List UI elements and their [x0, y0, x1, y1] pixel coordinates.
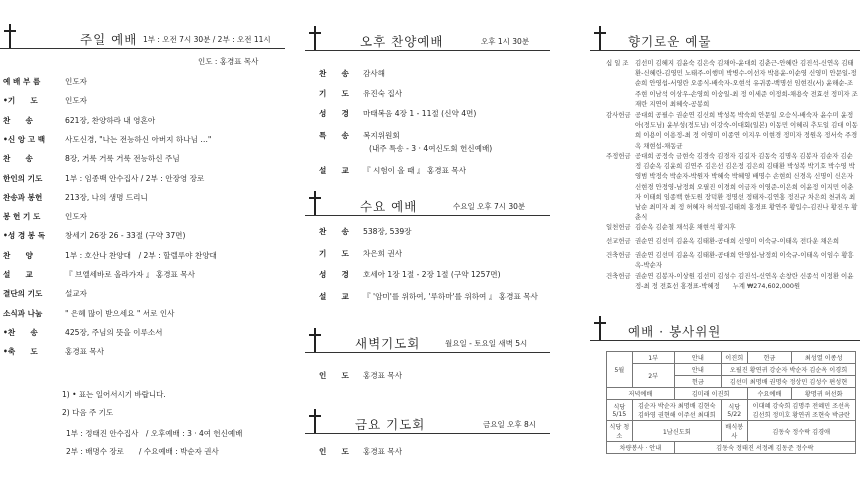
- duty-cell: 차량봉사 · 안내: [607, 442, 675, 454]
- offering-type: 주정헌금: [606, 152, 631, 160]
- order-row: [3, 269, 195, 280]
- offering-type: 일천헌금: [606, 223, 631, 231]
- order-row: [3, 115, 155, 126]
- order-label: 예 배 부 름: [3, 77, 41, 86]
- section-title: 예배 · 봉사위원: [628, 324, 722, 339]
- order-row: [3, 76, 87, 87]
- cross-icon: [309, 191, 321, 215]
- order-row: [369, 143, 492, 154]
- sunday-service-column: [0, 0, 285, 481]
- duty-cell: 최성열 이종성: [792, 352, 856, 364]
- order-row: [3, 308, 175, 319]
- duty-cell: 이진희: [721, 352, 747, 364]
- offering-entry: [606, 58, 858, 108]
- order-row: [3, 211, 87, 222]
- afternoon-service-header: [305, 30, 550, 52]
- wednesday-service-header: [305, 195, 550, 217]
- order-value: (내주 특송 - 3 · 4여신도회 헌신예배): [369, 144, 493, 153]
- order-value: 『 브엘세바로 올라가자 』 홍경표 목사: [65, 270, 195, 279]
- duty-cell: 식당 5/22: [721, 400, 747, 421]
- order-label: 설 교: [3, 270, 33, 279]
- order-row: [319, 108, 476, 119]
- duty-cell: 안내: [674, 364, 721, 376]
- order-label: 성 경: [319, 270, 349, 279]
- order-value: 『 시험이 올 때 』 홍경표 목사: [363, 166, 467, 175]
- offering-names: 권순연 김봉자-이상원 김선미 김성수 김진석-신연옥 손창란 신종석 이정환 이윤정-최 정 전효선 홍경표-박혜정 누계 ₩274,602,000원: [635, 272, 854, 291]
- duty-cell: 황명귀 허선화: [792, 388, 856, 400]
- order-row: [319, 130, 400, 141]
- offering-names: 공대희 공필수 권순연 김신희 박성목 박숙희 안문일 오승식-배숙자 윤수미 윤정아(정도님) 윤부성(정도님) 이강숙-이대회(일본) 이동민 이혜리 추도일 김대 이동희 이용이 이용정-최 정 이영미 이종연 이지우 이현경 정미자 정원옥 정서숙 주경옥 채현섭-채동균: [635, 111, 858, 150]
- duty-cell: 김미래 이진희: [674, 388, 747, 400]
- order-row: [3, 250, 217, 261]
- order-row: [3, 134, 211, 145]
- service-time: 수요일 오후 7시 30분: [453, 202, 526, 211]
- order-row: [3, 346, 104, 357]
- order-value: 621장, 찬양하라 내 영혼아: [65, 115, 156, 125]
- order-row: [3, 192, 148, 203]
- order-row: [319, 165, 466, 176]
- order-value: 인도자: [65, 212, 88, 222]
- order-label: 소식과 나눔: [3, 308, 43, 318]
- cross-icon: [594, 316, 606, 340]
- order-value: 사도신경, "나는 전능하신 아버지 하나님 …": [65, 134, 212, 144]
- order-value: 213장, 나의 생명 드리니: [65, 192, 148, 202]
- order-label: 찬송과 봉헌: [3, 192, 43, 202]
- dawn-prayer-header: [305, 332, 550, 354]
- offerings-column: [590, 0, 860, 481]
- cross-icon: [4, 24, 16, 48]
- order-label: 특 송: [319, 131, 349, 140]
- cross-icon: [594, 26, 606, 50]
- service-times: 1부 : 오전 7시 30분 / 2부 : 오전 11시: [143, 35, 271, 44]
- order-value: 425장, 주님의 뜻을 이루소서: [65, 327, 163, 337]
- order-label: 결단의 기도: [3, 289, 43, 299]
- offering-names: 김선미 김혜지 김윤숙 김은숙 김채아-윤대희 김춘근-안혜란 김진석-신연옥 김태환-신혜란-김영민 노태주-이행미 박병수-이선자 박용윤-이순영 신영미 안문일-정순희 안영섭-서영란 오종식-배숙자-오현석 유귀종-백명선 임현진(서) 윤해순-조주현 이남석 이상우-손영희 이숭일-최 정 이세준 이정희-채용숙 전효선 정미자 조재란 지연이 최혜숙-공봉희: [635, 59, 858, 108]
- footnote: 1부 : 정태진 안수집사 / 오후예배 : 3 · 4여 헌신예배: [66, 429, 243, 438]
- order-row: [3, 153, 180, 164]
- duty-cell: 1남신도회: [632, 421, 721, 442]
- order-value: 복지위원회: [363, 131, 400, 140]
- offering-entry: [606, 250, 858, 270]
- service-time: 월요일 - 토요일 새벽 5시: [445, 339, 528, 348]
- duty-header: [590, 320, 860, 342]
- duty-cell: 2부: [632, 364, 674, 388]
- duty-cell: 배식봉사: [721, 421, 747, 442]
- service-time: 오후 1시 30분: [481, 37, 530, 46]
- offering-names: 권순연 김선미 김윤옥 김태환-공대희 안영섭-남정희 이숙규-이태옥 이임수 황흥옥-박순자: [635, 251, 854, 270]
- order-value: 마태복음 4장 1 - 11절 (신약 4면): [363, 109, 477, 118]
- order-value: 호세아 1장 1절 - 2장 1절 (구약 1257면): [363, 270, 501, 279]
- duty-cell: 식당 청소: [607, 421, 633, 442]
- duty-cell: 안내: [674, 352, 721, 364]
- order-label: 기 도: [319, 248, 349, 258]
- order-row: [319, 226, 412, 237]
- cross-icon: [309, 328, 321, 352]
- order-label: 찬 양: [3, 250, 33, 260]
- order-value: 8장, 거룩 거룩 거룩 전능하신 주님: [65, 154, 180, 164]
- section-title: 새벽기도회: [355, 336, 421, 351]
- order-value: 유진숙 집사: [363, 89, 403, 98]
- offering-type: 선교헌금: [606, 237, 631, 245]
- offering-names: 김순옥 김순철 채석훈 채현석 황지후: [635, 223, 736, 231]
- order-label: 찬 송: [319, 69, 349, 78]
- order-row: [319, 68, 385, 79]
- order-value: 감사해: [363, 69, 386, 78]
- order-row: [3, 327, 163, 338]
- order-label: •기 도: [3, 96, 38, 106]
- order-label: •찬 송: [3, 327, 38, 337]
- order-value: 홍경표 목사: [65, 347, 105, 357]
- offering-entry: [606, 236, 858, 248]
- duty-table: [606, 351, 856, 454]
- offering-names: 권순연 김선미 김윤옥 김태환-공대희 신영미 이숙규-이태옥 전다운 채은희: [635, 237, 840, 245]
- offering-names: 공대희 공정숙 금현숙 김경숙 김경자 김길자 김동숙 김명옥 김봉자 김순자 김순정 김순옥 김윤희 김연주 김은선 김은정 김은희 김태환 박성복 박기호 박수영 박영범 박정숙 박순자-박원자 박혜숙 박혜영 배명수 손현희 신경옥 신명이 신은자 신현경 안정영-남정희 오필진 이경희 이금자 이영준-이은희 이윤정 이지민 이춘자 이태희 임종백 한도원 장덕환 정명선 정태자-김연홍 정진규 차은희 천귀옥 최남순 최미자 최 정 허혜자 허석열-김태희 홍경표 황연주 황입수-김진나 황진우 황춘식: [635, 152, 858, 222]
- friday-prayer-header: [305, 413, 550, 435]
- duty-cell: 저녁예배: [607, 388, 675, 400]
- duty-cell: 이대혜 강숙희 김명주 전혜민 조선옥 김선희 정미호 황연귀 조현숙 박금란: [747, 400, 855, 421]
- order-row: [3, 230, 185, 241]
- order-label: 인 도: [319, 447, 349, 456]
- duty-cell: 김동숙 정수락 김경애: [747, 421, 855, 442]
- order-label: 기 도: [319, 89, 349, 98]
- order-label: •신 앙 고 백: [3, 134, 46, 144]
- order-row: [319, 88, 402, 99]
- order-value: 홍경표 목사: [363, 447, 403, 456]
- order-row: [3, 288, 87, 299]
- section-title: 주일 예배: [80, 32, 138, 47]
- order-value: 홍경표 목사: [363, 371, 403, 380]
- order-value: 『 '암미'를 위하여, '루하마'를 위하여 』 홍경표 목사: [363, 291, 538, 301]
- offering-entry: [606, 222, 858, 234]
- order-value: 인도자: [65, 96, 88, 106]
- cross-icon: [309, 26, 321, 50]
- offering-entry: [606, 271, 858, 301]
- order-row: [319, 291, 538, 302]
- order-label: 한인의 기도: [3, 173, 43, 183]
- order-value: " 은혜 많이 받으세요 " 서로 인사: [65, 308, 175, 318]
- offering-entry: [606, 151, 858, 221]
- service-time: 금요일 오후 8시: [483, 420, 537, 429]
- offering-type: 건축헌금: [606, 251, 631, 259]
- order-value: 1부 : 임종백 안수집사 / 2부 : 안장영 장로: [65, 173, 205, 183]
- footnote: 2부 : 배명수 장로 / 수요예배 : 박순자 권사: [66, 447, 219, 456]
- offering-type: 감사헌금: [606, 111, 631, 119]
- order-value: 1부 : 호산나 찬양대 / 2부 : 할렐루야 찬양대: [65, 250, 217, 260]
- offerings-header: [590, 30, 860, 52]
- duty-cell: 김선미 최명배 권명숙 정상민 김성수 편성현: [721, 376, 855, 388]
- order-row: [3, 95, 87, 106]
- order-label: 설 교: [319, 291, 349, 301]
- order-row: [319, 446, 402, 457]
- sunday-service-header: [0, 28, 285, 50]
- offering-entry: [606, 110, 858, 150]
- duty-cell: 헌금: [674, 376, 721, 388]
- cross-icon: [309, 409, 321, 433]
- duty-cell: 식당 5/15: [607, 400, 633, 421]
- offering-type: 건축헌금: [606, 272, 631, 280]
- worship-leader: 인도 : 홍경표 목사: [198, 57, 259, 66]
- order-label: 성 경: [319, 109, 349, 118]
- order-label: 찬 송: [3, 115, 33, 125]
- section-title: 금요 기도회: [355, 417, 426, 432]
- order-label: •성 경 봉 독: [3, 231, 46, 241]
- duty-cell: 김동숙 정태진 서정례 김동준 정수락: [674, 442, 855, 454]
- duty-cell: 수요예배: [747, 388, 792, 400]
- order-label: 봉 헌 기 도: [3, 212, 41, 222]
- order-label: 인 도: [319, 371, 349, 380]
- order-value: 차은희 권사: [363, 248, 403, 258]
- footnote: 2) 다음 주 기도: [62, 408, 114, 417]
- duty-cell: 오필진 황연귀 강순자 박순자 김순옥 이경희: [721, 364, 855, 376]
- duty-cell: 1부: [632, 352, 674, 364]
- order-label: 설 교: [319, 166, 349, 175]
- section-title: 향기로운 예물: [628, 34, 712, 49]
- section-title: 오후 찬양예배: [360, 34, 444, 49]
- section-title: 수요 예배: [360, 199, 418, 214]
- duty-cell: 헌금: [747, 352, 792, 364]
- order-value: 인도자: [65, 77, 88, 86]
- order-value: 설교자: [65, 289, 88, 299]
- order-row: [319, 269, 501, 280]
- order-label: 찬 송: [319, 227, 349, 236]
- duty-month: 5월: [607, 352, 633, 388]
- order-row: [3, 173, 204, 184]
- other-services-column: [305, 0, 550, 481]
- order-label: 찬 송: [3, 154, 33, 164]
- order-value: 538장, 539장: [363, 227, 412, 236]
- duty-cell: 김순자 박순자 최명배 김현숙 김하영 권현해 이주선 최대희: [632, 400, 721, 421]
- order-value: 창세기 26장 26 - 33절 (구약 37면): [65, 231, 186, 241]
- order-row: [319, 370, 402, 381]
- offering-type: 십 일 조: [606, 59, 629, 67]
- order-row: [319, 248, 402, 259]
- footnote: 1) • 표는 일어서시기 바랍니다.: [62, 390, 166, 399]
- order-label: •축 도: [3, 347, 38, 357]
